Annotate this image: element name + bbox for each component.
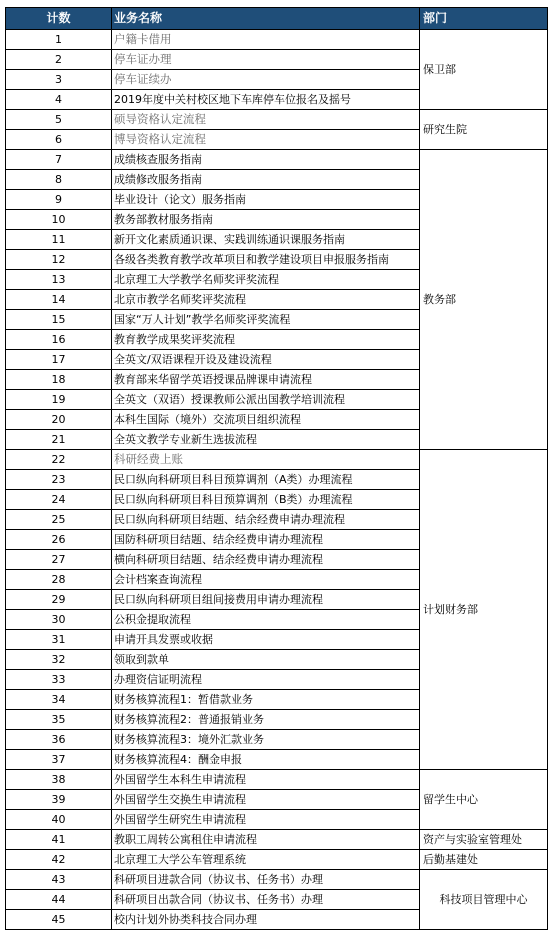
row-business-name-cell[interactable]: 民口纵向科研项目科目预算调剂（A类）办理流程 bbox=[112, 470, 420, 490]
row-count-cell[interactable]: 22 bbox=[6, 450, 112, 470]
row-count-cell[interactable]: 30 bbox=[6, 610, 112, 630]
row-count-cell[interactable]: 7 bbox=[6, 150, 112, 170]
row-business-name-cell[interactable]: 北京市教学名师奖评奖流程 bbox=[112, 290, 420, 310]
row-count-cell[interactable]: 44 bbox=[6, 890, 112, 910]
row-business-name-cell[interactable]: 外国留学生本科生申请流程 bbox=[112, 770, 420, 790]
row-count-cell[interactable]: 35 bbox=[6, 710, 112, 730]
row-count-cell[interactable]: 4 bbox=[6, 90, 112, 110]
row-business-name-cell[interactable]: 民口纵向科研项目结题、结余经费申请办理流程 bbox=[112, 510, 420, 530]
row-count-cell[interactable]: 14 bbox=[6, 290, 112, 310]
row-business-name-cell[interactable]: 办理资信证明流程 bbox=[112, 670, 420, 690]
row-count-cell[interactable]: 2 bbox=[6, 50, 112, 70]
row-business-name-cell[interactable]: 教务部教材服务指南 bbox=[112, 210, 420, 230]
row-count-cell[interactable]: 36 bbox=[6, 730, 112, 750]
row-count-cell[interactable]: 38 bbox=[6, 770, 112, 790]
row-count-cell[interactable]: 5 bbox=[6, 110, 112, 130]
department-cell[interactable]: 科技项目管理中心 bbox=[420, 870, 548, 930]
row-business-name-cell[interactable]: 全英文/双语课程开设及建设流程 bbox=[112, 350, 420, 370]
row-business-name-cell[interactable]: 领取到款单 bbox=[112, 650, 420, 670]
row-count-cell[interactable]: 29 bbox=[6, 590, 112, 610]
row-count-cell[interactable]: 8 bbox=[6, 170, 112, 190]
row-count-cell[interactable]: 15 bbox=[6, 310, 112, 330]
row-count-cell[interactable]: 3 bbox=[6, 70, 112, 90]
table-row bbox=[6, 450, 548, 470]
row-business-name-cell[interactable]: 本科生国际（境外）交流项目组织流程 bbox=[112, 410, 420, 430]
table-row bbox=[6, 870, 548, 890]
row-business-name-cell[interactable]: 停车证续办 bbox=[112, 70, 420, 90]
row-count-cell[interactable]: 45 bbox=[6, 910, 112, 930]
row-business-name-cell[interactable]: 申请开具发票或收据 bbox=[112, 630, 420, 650]
table-row bbox=[6, 150, 548, 170]
department-cell[interactable]: 研究生院 bbox=[420, 110, 548, 150]
row-business-name-cell[interactable]: 教育教学成果奖评奖流程 bbox=[112, 330, 420, 350]
row-business-name-cell[interactable]: 毕业设计（论文）服务指南 bbox=[112, 190, 420, 210]
row-business-name-cell[interactable]: 新开文化素质通识课、实践训练通识课服务指南 bbox=[112, 230, 420, 250]
row-count-cell[interactable]: 12 bbox=[6, 250, 112, 270]
row-business-name-cell[interactable]: 全英文（双语）授课教师公派出国教学培训流程 bbox=[112, 390, 420, 410]
row-count-cell[interactable]: 10 bbox=[6, 210, 112, 230]
row-business-name-cell[interactable]: 外国留学生研究生申请流程 bbox=[112, 810, 420, 830]
department-cell[interactable]: 留学生中心 bbox=[420, 770, 548, 830]
row-business-name-cell[interactable]: 成绩修改服务指南 bbox=[112, 170, 420, 190]
row-count-cell[interactable]: 42 bbox=[6, 850, 112, 870]
row-business-name-cell[interactable]: 国防科研项目结题、结余经费申请办理流程 bbox=[112, 530, 420, 550]
row-count-cell[interactable]: 19 bbox=[6, 390, 112, 410]
row-business-name-cell[interactable]: 国家“万人计划”教学名师奖评奖流程 bbox=[112, 310, 420, 330]
row-count-cell[interactable]: 9 bbox=[6, 190, 112, 210]
row-business-name-cell[interactable]: 校内计划外协类科技合同办理 bbox=[112, 910, 420, 930]
department-cell[interactable]: 后勤基建处 bbox=[420, 850, 548, 870]
row-business-name-cell[interactable]: 财务核算流程3：境外汇款业务 bbox=[112, 730, 420, 750]
row-business-name-cell[interactable]: 横向科研项目结题、结余经费申请办理流程 bbox=[112, 550, 420, 570]
row-count-cell[interactable]: 40 bbox=[6, 810, 112, 830]
department-cell[interactable]: 计划财务部 bbox=[420, 450, 548, 770]
header-row bbox=[6, 8, 548, 30]
row-business-name-cell[interactable]: 财务核算流程4：酬金申报 bbox=[112, 750, 420, 770]
table-row bbox=[6, 30, 548, 50]
row-business-name-cell[interactable]: 民口纵向科研项目科目预算调剂（B类）办理流程 bbox=[112, 490, 420, 510]
row-count-cell[interactable]: 33 bbox=[6, 670, 112, 690]
row-count-cell[interactable]: 16 bbox=[6, 330, 112, 350]
row-count-cell[interactable]: 26 bbox=[6, 530, 112, 550]
row-business-name-cell[interactable]: 各级各类教育教学改革项目和教学建设项目申报服务指南 bbox=[112, 250, 420, 270]
row-count-cell[interactable]: 13 bbox=[6, 270, 112, 290]
row-count-cell[interactable]: 41 bbox=[6, 830, 112, 850]
row-count-cell[interactable]: 20 bbox=[6, 410, 112, 430]
row-count-cell[interactable]: 27 bbox=[6, 550, 112, 570]
header-department[interactable]: 部门 bbox=[420, 8, 548, 30]
row-business-name-cell[interactable]: 外国留学生交换生申请流程 bbox=[112, 790, 420, 810]
table-row bbox=[6, 770, 548, 790]
row-business-name-cell[interactable]: 财务核算流程2：普通报销业务 bbox=[112, 710, 420, 730]
row-business-name-cell[interactable]: 2019年度中关村校区地下车库停车位报名及摇号 bbox=[112, 90, 420, 110]
row-business-name-cell[interactable]: 教职工周转公寓租住申请流程 bbox=[112, 830, 420, 850]
row-business-name-cell[interactable]: 成绩核查服务指南 bbox=[112, 150, 420, 170]
row-count-cell[interactable]: 17 bbox=[6, 350, 112, 370]
table-row bbox=[6, 110, 548, 130]
row-count-cell[interactable]: 43 bbox=[6, 870, 112, 890]
row-business-name-cell[interactable]: 会计档案查询流程 bbox=[112, 570, 420, 590]
row-business-name-cell[interactable]: 博导资格认定流程 bbox=[112, 130, 420, 150]
row-count-cell[interactable]: 32 bbox=[6, 650, 112, 670]
header-business-name[interactable]: 业务名称 bbox=[112, 8, 420, 30]
row-business-name-cell[interactable]: 北京理工大学公车管理系统 bbox=[112, 850, 420, 870]
row-count-cell[interactable]: 11 bbox=[6, 230, 112, 250]
row-count-cell[interactable]: 21 bbox=[6, 430, 112, 450]
row-count-cell[interactable]: 18 bbox=[6, 370, 112, 390]
table-row bbox=[6, 850, 548, 870]
row-business-name-cell[interactable]: 科研项目进款合同（协议书、任务书）办理 bbox=[112, 870, 420, 890]
department-cell[interactable]: 教务部 bbox=[420, 150, 548, 450]
row-count-cell[interactable]: 28 bbox=[6, 570, 112, 590]
row-business-name-cell[interactable]: 财务核算流程1：暂借款业务 bbox=[112, 690, 420, 710]
row-count-cell[interactable]: 24 bbox=[6, 490, 112, 510]
row-count-cell[interactable]: 23 bbox=[6, 470, 112, 490]
department-cell[interactable]: 资产与实验室管理处 bbox=[420, 830, 548, 850]
row-count-cell[interactable]: 25 bbox=[6, 510, 112, 530]
row-business-name-cell[interactable]: 北京理工大学教学名师奖评奖流程 bbox=[112, 270, 420, 290]
row-count-cell[interactable]: 31 bbox=[6, 630, 112, 650]
header-count[interactable]: 计数 bbox=[6, 8, 112, 30]
row-count-cell[interactable]: 37 bbox=[6, 750, 112, 770]
table-row bbox=[6, 830, 548, 850]
row-business-name-cell[interactable]: 教育部来华留学英语授课品牌课申请流程 bbox=[112, 370, 420, 390]
row-business-name-cell[interactable]: 全英文教学专业新生选拔流程 bbox=[112, 430, 420, 450]
row-count-cell[interactable]: 6 bbox=[6, 130, 112, 150]
row-business-name-cell[interactable]: 停车证办理 bbox=[112, 50, 420, 70]
row-business-name-cell[interactable]: 户籍卡借用 bbox=[112, 30, 420, 50]
row-business-name-cell[interactable]: 公积金提取流程 bbox=[112, 610, 420, 630]
row-business-name-cell[interactable]: 民口纵向科研项目组间接费用申请办理流程 bbox=[112, 590, 420, 610]
row-count-cell[interactable]: 34 bbox=[6, 690, 112, 710]
business-table bbox=[5, 7, 548, 930]
row-business-name-cell[interactable]: 科研项目出款合同（协议书、任务书）办理 bbox=[112, 890, 420, 910]
row-business-name-cell[interactable]: 硕导资格认定流程 bbox=[112, 110, 420, 130]
row-count-cell[interactable]: 1 bbox=[6, 30, 112, 50]
row-count-cell[interactable]: 39 bbox=[6, 790, 112, 810]
row-business-name-cell[interactable]: 科研经费上账 bbox=[112, 450, 420, 470]
department-cell[interactable]: 保卫部 bbox=[420, 30, 548, 110]
